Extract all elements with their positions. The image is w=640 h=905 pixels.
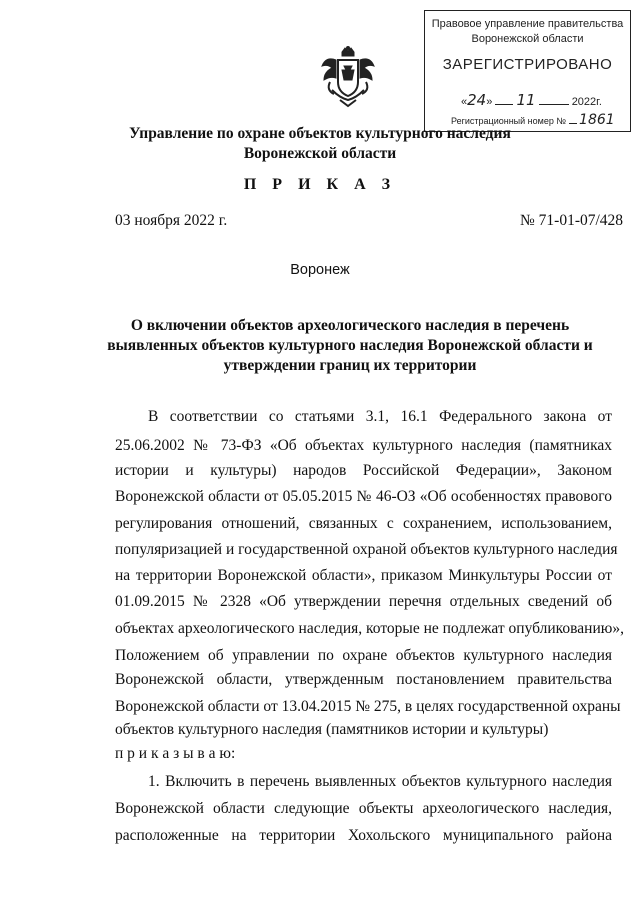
body-line-12: Воронежской области от 13.04.2015 № 275, в целях государственной охраны — [115, 698, 621, 715]
body-line-14: п р и к а з ы в а ю: — [115, 745, 236, 762]
coat-of-arms-icon — [318, 46, 378, 108]
stamp-date-day: 24 — [467, 91, 487, 109]
body-line-9: объектах археологического наследия, которые не подлежат опубликованию», — [115, 620, 624, 637]
document-number: № 71-01-07/428 — [520, 212, 624, 229]
stamp-date-month: 11 — [516, 91, 536, 109]
body-line-1: В соответствии со статьями 3.1, 16.1 Федерального закона от — [148, 408, 612, 425]
body-line-2: 25.06.2002 № 73-ФЗ «Об объектах культурного наследия (памятниках — [115, 437, 612, 454]
body-line-5: регулирования отношений, связанных с сохранением, использованием, — [115, 515, 612, 532]
stamp-registered-label: ЗАРЕГИСТРИРОВАНО — [442, 56, 613, 73]
stamp-reg-value: 1861 — [579, 112, 615, 128]
organization-name-line-2: Воронежской области — [243, 145, 397, 162]
body-line-3: истории и культуры) народов Российской Федерации», Законом — [115, 462, 612, 479]
body-line-6: популяризацией и государственной охраной объектов культурного наследия — [115, 541, 618, 558]
stamp-date: «24» 11 2022г. — [461, 91, 602, 109]
stamp-organization — [425, 17, 630, 47]
stamp-org-line-2: Воронежской области — [471, 33, 584, 45]
document-subject — [90, 316, 610, 376]
body-line-10: Положением об управлении по охране объектов культурного наследия — [115, 647, 612, 664]
body-line-16: Воронежской области следующие объекты археологического наследия, — [115, 800, 612, 817]
registration-stamp — [424, 10, 631, 132]
document-type: П Р И К А З — [243, 176, 397, 193]
body-line-15: 1. Включить в перечень выявленных объектов культурного наследия — [148, 773, 612, 790]
body-line-7: на территории Воронежской области», приказом Минкультуры России от — [115, 567, 612, 584]
subject-line-2: выявленных объектов культурного наследия Воронежской области и — [107, 337, 593, 354]
stamp-org-line-1: Правовое управление правительства — [431, 18, 624, 30]
body-line-8: 01.09.2015 № 2328 «Об утверждении перечня отдельных сведений об — [115, 593, 612, 610]
body-line-17: расположенные на территории Хохольского муниципального района — [115, 827, 612, 844]
organization-name-line-1: Управление по охране объектов культурного наследия — [129, 125, 511, 142]
subject-line-3: утверждении границ их территории — [223, 357, 477, 374]
document-city: Воронеж — [290, 262, 350, 278]
body-line-13: объектов культурного наследия (памятников истории и культуры) — [115, 721, 549, 738]
stamp-reg-label: Регистрационный номер № — [451, 116, 567, 126]
organization-name — [0, 124, 640, 164]
body-line-4: Воронежской области от 05.05.2015 № 46-ОЗ «Об особенностях правового — [115, 488, 612, 505]
subject-line-1: О включении объектов археологического наследия в перечень — [130, 317, 570, 334]
stamp-date-year: 2022г. — [571, 96, 602, 108]
document-date: 03 ноября 2022 г. — [115, 212, 228, 229]
body-line-11: Воронежской области, утвержденным постановлением правительства — [115, 671, 612, 688]
